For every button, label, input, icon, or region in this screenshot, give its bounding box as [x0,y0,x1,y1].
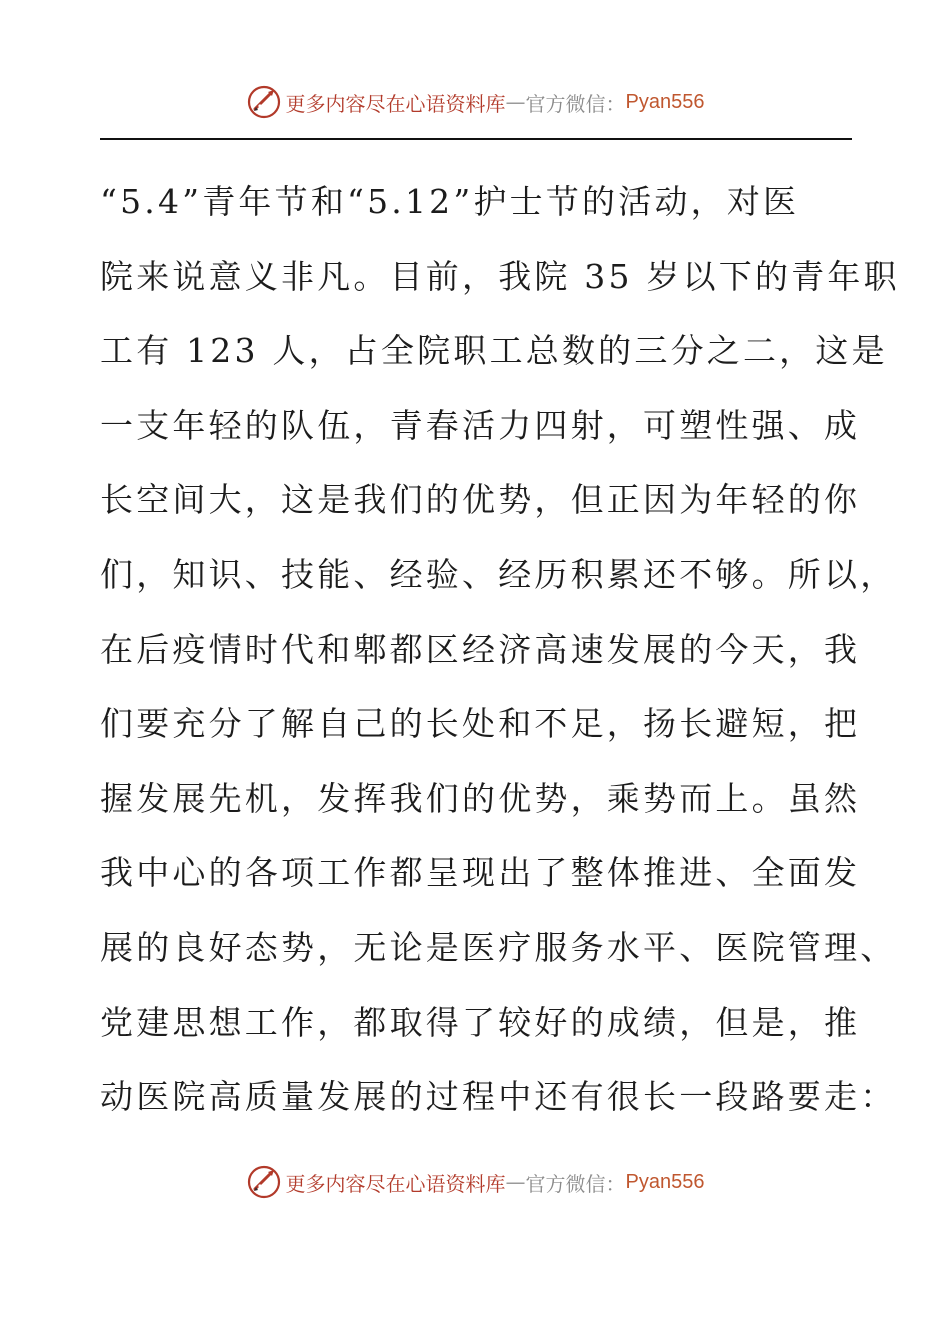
text-line: 党建思想工作，都取得了较好的成绩，但是，推 [100,1002,861,1042]
header-wechat-label: 官方微信： [525,91,626,116]
text-line: 工有 123 人，占全院职工总数的三分之二，这是 [100,331,888,371]
text-line: 在后疫情时代和郫都区经济高速发展的今天，我 [100,629,861,669]
header-promo-text: 更多内容尽在心语资料库 [285,91,506,116]
text-line: 院来说意义非凡。目前，我院 35 岁以下的青年职 [100,256,900,296]
body-paragraph [100,172,900,1142]
text-line: 我中心的各项工作都呈现出了整体推进、全面发 [100,853,861,893]
header-wechat-handle: Pyan556 [625,90,705,113]
text-line: 长空间大，这是我们的优势，但正因为年轻的你 [100,480,861,520]
footer-wechat-label: 官方微信： [525,1171,626,1196]
text-line: 展的良好态势，无论是医疗服务水平、医院管理、 [100,927,897,967]
header-banner [0,80,950,124]
pen-logo-icon [246,84,282,120]
text-line: 动医院高质量发展的过程中还有很长一段路要走： [100,1077,897,1117]
text-line: 们要充分了解自己的长处和不足，扬长避短，把 [100,704,861,744]
header-separator: — [505,90,526,114]
footer-promo-text: 更多内容尽在心语资料库 [285,1171,506,1196]
text-line: 一支年轻的队伍，青春活力四射，可塑性强、成 [100,405,861,445]
footer-wechat-handle: Pyan556 [625,1170,705,1193]
text-line: 们，知识、技能、经验、经历积累还不够。所以， [100,554,897,594]
text-line: “5.4”青年节和“5.12”护士节的活动，对医 [100,182,800,221]
footer-separator: — [505,1170,526,1194]
pen-logo-icon [246,1164,282,1200]
text-line: 握发展先机，发挥我们的优势，乘势而上。虽然 [100,778,861,818]
header-divider [100,138,852,140]
footer-banner [0,1160,950,1204]
